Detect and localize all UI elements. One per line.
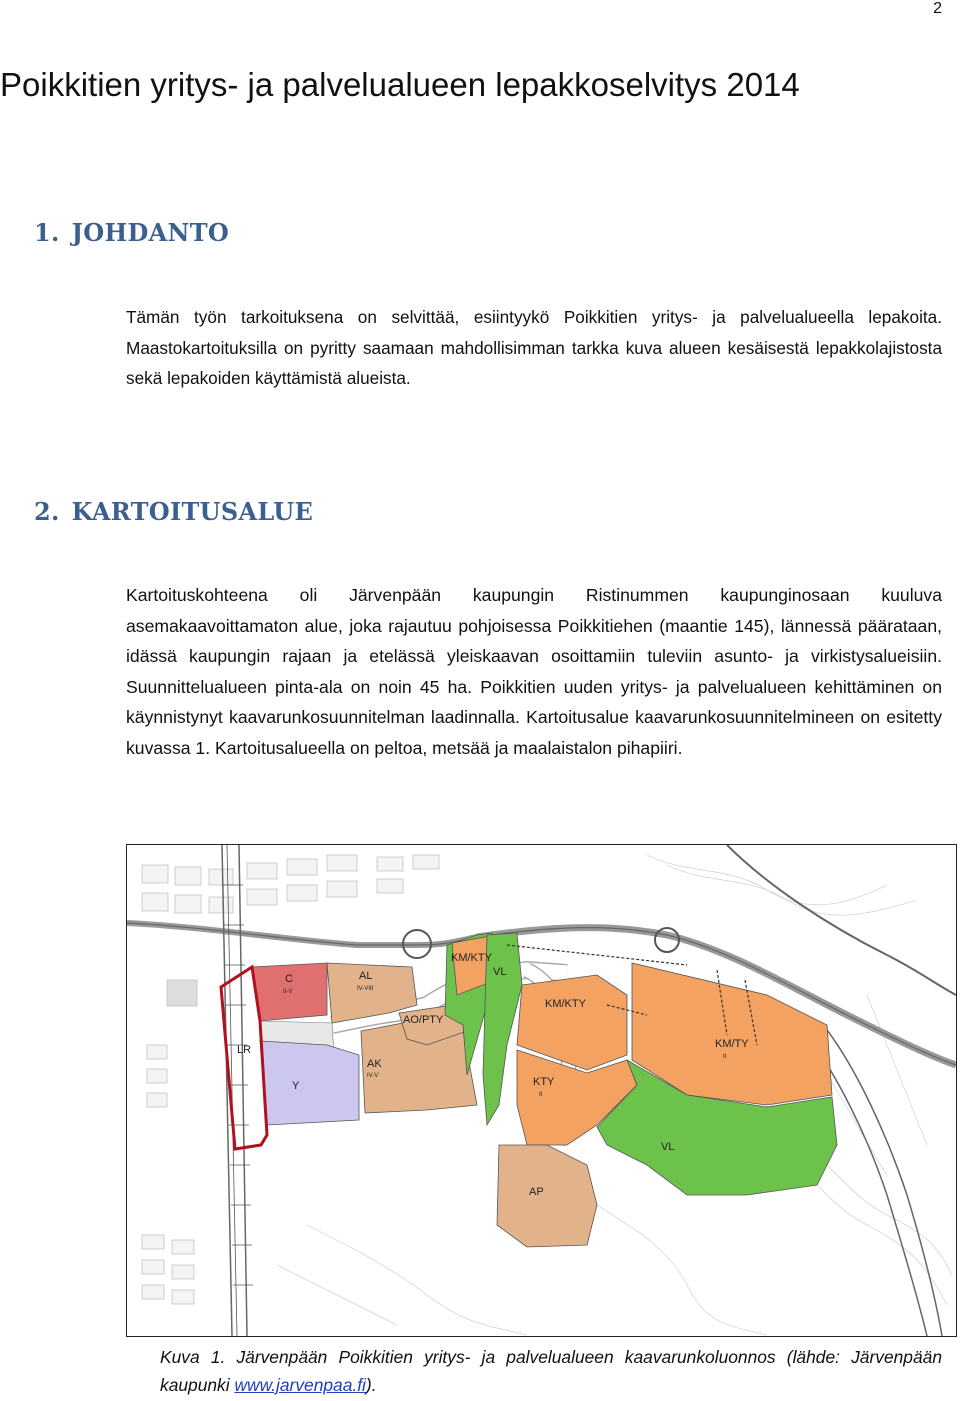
- caption-text: Kuva 1. Järvenpään Poikkitien yritys- ja palvelualueen kaavarunkoluonnos (lähde: Järvenpään kaupunki: [160, 1347, 942, 1395]
- kartoitusalue-paragraph: Kartoituskohteena oli Järvenpään kaupungin Ristinummen kaupunginosaan kuuluva asemakaavoittamaton alue, joka rajautuu pohjoisessa Poikkitiehen (maantie 145), lännessä päärataan, idässä kaupungin rajaan ja etelässä yleiskaavan osoittamiin tuleviin asunto- ja virkistysalueisiin. Suunnittelualueen pinta-ala on noin 45 ha. Poikkitien uuden yritys- ja palvelualueen kehittäminen on käynnistynyt kaavarunkosuunnitelman laadinnalla. Kartoitusalue kaavarunkosuunnitelmineen on esitetty kuvassa 1. Kartoitusalueella on peltoa, metsää ja maalaistalon pihapiiri.: [126, 585, 942, 758]
- document-title: Poikkitien yritys- ja palvelualueen lepakkoselvitys 2014: [0, 66, 800, 103]
- section-title: JOHDANTO: [71, 218, 230, 247]
- label-ak: AK: [367, 1058, 382, 1070]
- label-kty: KTY: [533, 1076, 555, 1088]
- label-c-sub: II-V: [283, 989, 293, 995]
- caption-end: ).: [365, 1375, 377, 1395]
- section-heading-kartoitusalue: [34, 497, 313, 526]
- section-number: 2.: [34, 497, 60, 526]
- zone-ap: [497, 1145, 597, 1247]
- label-kty-sub: II: [539, 1092, 543, 1098]
- zoning-map: [127, 845, 956, 1336]
- label-aopty: AO/PTY: [403, 1014, 444, 1026]
- label-vl-east: VL: [661, 1141, 675, 1153]
- figure-caption: [160, 1343, 942, 1399]
- label-c: C: [285, 973, 293, 985]
- label-vl-top: VL: [493, 966, 507, 978]
- section-title: KARTOITUSALUE: [71, 497, 314, 526]
- caption-source-link[interactable]: www.jarvenpaa.fi: [234, 1375, 366, 1395]
- label-kmkty-top: KM/KTY: [451, 952, 492, 964]
- label-kmty-sub: II: [723, 1054, 727, 1060]
- zoning-map-figure: [126, 844, 957, 1337]
- label-al-sub: IV-VIII: [357, 986, 374, 992]
- label-ap: AP: [529, 1186, 544, 1198]
- label-al: AL: [359, 970, 373, 982]
- label-ak-sub: IV-V: [367, 1073, 379, 1079]
- johdanto-paragraph: Tämän työn tarkoituksena on selvittää, esiintyykö Poikkitien yritys- ja palvelualueella lepakoita. Maastokartoituksilla on pyritty saamaan mahdollisimman tarkka kuva alueen kesäisestä lepakkolajistosta sekä lepakoiden käyttämistä alueista.: [126, 307, 942, 388]
- label-lr: LR: [237, 1044, 252, 1056]
- page-number: 2: [933, 0, 942, 17]
- section-heading-johdanto: [34, 218, 229, 247]
- zone-y: [260, 1041, 359, 1125]
- label-kmty: KM/TY: [715, 1038, 749, 1050]
- section-number: 1.: [34, 218, 60, 247]
- label-y: Y: [292, 1080, 300, 1092]
- label-kmkty-mid: KM/KTY: [545, 998, 586, 1010]
